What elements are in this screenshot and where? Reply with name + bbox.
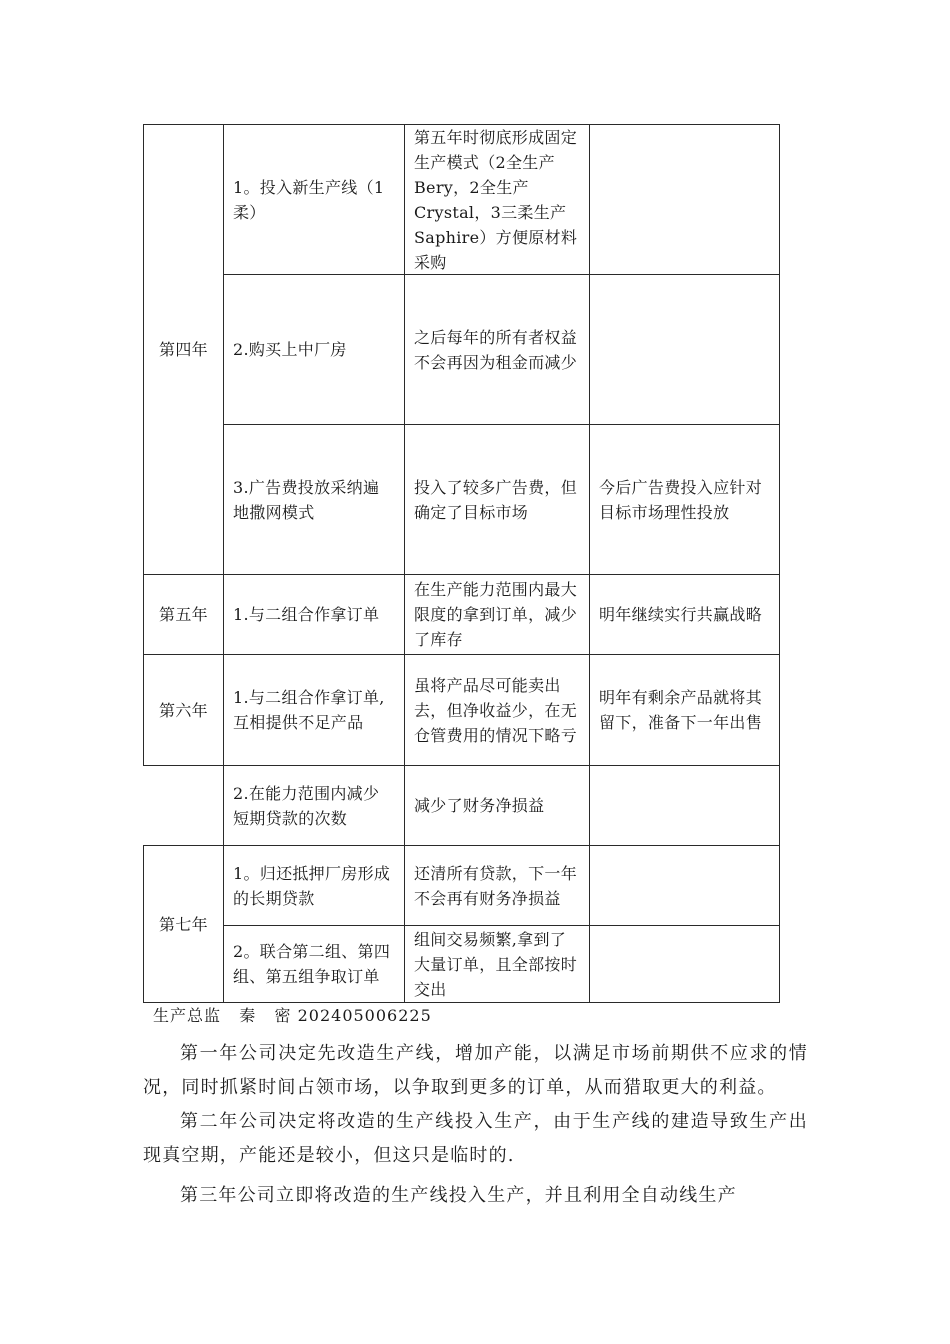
body-paragraph: 第三年公司立即将改造的生产线投入生产，并且利用全自动线生产	[180, 1185, 737, 1206]
table-cell-effect: 在生产能力范围内最大限度的拿到订单，减少了库存	[414, 580, 578, 649]
table-border-bottom	[143, 1002, 779, 1003]
signature-line: 生产总监 秦 密 202405006225	[153, 1006, 432, 1025]
table-cell-measure: 1。投入新生产线（1柔）	[233, 177, 385, 222]
table-border-right	[779, 124, 780, 1003]
table-cell-improvement	[590, 275, 779, 424]
table-cell-improvement	[590, 766, 779, 845]
table-cell-measure: 1.与二组合作拿订单	[233, 605, 380, 624]
year-label-5: 第五年	[159, 605, 208, 624]
table-cell-improvement	[590, 846, 779, 925]
year-label-6: 第六年	[159, 700, 208, 720]
year-label-4: 第四年	[159, 340, 208, 359]
year-label-7: 第七年	[159, 914, 208, 934]
table-cell-effect: 组间交易频繁,拿到了大量订单，且全部按时交出	[414, 929, 578, 999]
body-paragraph: 第二年公司决定将改造的生产线投入生产，由于生产线的建造导致生产出现真空期，产能还是较小，但这只是临时的.	[143, 1111, 808, 1166]
table-cell-improvement: 明年继续实行共赢战略	[599, 605, 763, 624]
table-cell-improvement: 今后广告费投入应针对目标市场理性投放	[599, 477, 763, 522]
table-cell-measure: 2。联合第二组、第四组、第五组争取订单	[233, 942, 391, 986]
table-cell-improvement	[590, 125, 779, 274]
table-cell-measure: 3.广告费投放采纳遍地撒网模式	[233, 477, 380, 522]
table-cell-effect: 还清所有贷款，下一年不会再有财务净损益	[414, 863, 578, 908]
table-cell-measure: 1。归还抵押厂房形成的长期贷款	[233, 863, 391, 908]
table-cell-measure: 2.在能力范围内减少短期贷款的次数	[233, 783, 380, 828]
table-cell-measure: 1.与二组合作拿订单,互相提供不足产品	[233, 688, 385, 732]
table-cell-effect: 减少了财务净损益	[414, 796, 545, 815]
table-cell-effect: 之后每年的所有者权益不会再因为租金而减少	[414, 327, 578, 372]
table-cell-effect: 虽将产品尽可能卖出去，但净收益少，在无仓管费用的情况下略亏	[414, 675, 578, 745]
table-cell-improvement: 明年有剩余产品就将其留下，准备下一年出售	[599, 688, 763, 732]
table-cell-effect: 投入了较多广告费，但确定了目标市场	[414, 477, 578, 522]
table-cell-effect: 第五年时彻底形成固定生产模式（2全生产Bery，2全生产Crystal，3三柔生产Saphire）方便原材料采购	[414, 127, 578, 272]
table-cell-improvement	[590, 926, 779, 1002]
body-paragraph: 第一年公司决定先改造生产线，增加产能，以满足市场前期供不应求的情况，同时抓紧时间占领市场，以争取到更多的订单，从而猎取更大的利益。	[143, 1043, 808, 1098]
table-cell-measure: 2.购买上中厂房	[233, 340, 347, 359]
